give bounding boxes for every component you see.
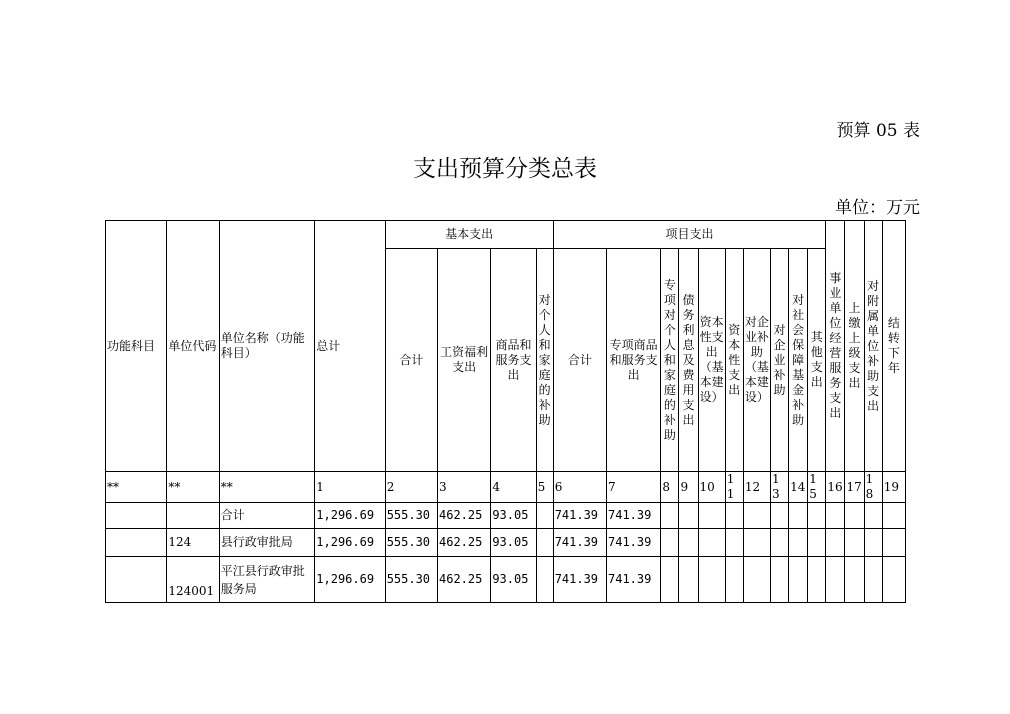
- index-cell: 8: [661, 472, 679, 503]
- index-cell: 9: [679, 472, 698, 503]
- cell-goods: 93.05: [491, 529, 536, 557]
- cell-empty: [698, 529, 725, 557]
- col-carry-over: 结转下年: [882, 221, 905, 472]
- table-row: [106, 557, 906, 603]
- index-cell: 18: [864, 472, 882, 503]
- cell-wage: 462.25: [438, 557, 491, 603]
- cell-empty: [864, 529, 882, 557]
- cell-empty: [808, 557, 826, 603]
- cell-empty: [826, 557, 845, 603]
- cell-empty: [882, 557, 905, 603]
- index-cell: 14: [789, 472, 808, 503]
- cell-name: 合计: [219, 503, 315, 529]
- index-row: [106, 472, 906, 503]
- cell-empty: [743, 503, 770, 529]
- col-group-basic: 基本支出: [385, 221, 553, 249]
- cell-total: 1,296.69: [315, 503, 385, 529]
- cell-empty: [743, 557, 770, 603]
- col-affiliated: 对附属单位补助支出: [864, 221, 882, 472]
- col-remit-up: 上缴上级支出: [845, 221, 864, 472]
- index-cell: **: [106, 472, 167, 503]
- col-basic-personal: 对个人和家庭的补助: [536, 249, 553, 472]
- cell-empty: [661, 529, 679, 557]
- cell-empty: [808, 529, 826, 557]
- cell-func: [106, 529, 167, 557]
- index-cell: **: [219, 472, 315, 503]
- index-cell: 12: [743, 472, 770, 503]
- table-row: [106, 503, 906, 529]
- unit-label: 单位：万元: [835, 198, 920, 218]
- index-cell: 6: [553, 472, 606, 503]
- page-title: 支出预算分类总表: [413, 156, 597, 182]
- cell-empty: [725, 557, 743, 603]
- cell-empty: [725, 503, 743, 529]
- cell-wage: 462.25: [438, 529, 491, 557]
- cell-empty: [743, 529, 770, 557]
- cell-proj-goods: 741.39: [607, 529, 661, 557]
- index-cell: 13: [770, 472, 788, 503]
- index-cell: 7: [607, 472, 661, 503]
- cell-empty: [864, 557, 882, 603]
- cell-code: [167, 503, 219, 529]
- cell-empty: [845, 503, 864, 529]
- cell-proj-goods: 741.39: [607, 557, 661, 603]
- cell-empty: [864, 503, 882, 529]
- cell-proj-goods: 741.39: [607, 503, 661, 529]
- cell-empty: [770, 529, 788, 557]
- cell-empty: [789, 529, 808, 557]
- cell-total: 1,296.69: [315, 529, 385, 557]
- cell-empty: [536, 529, 553, 557]
- col-unit-code: 单位代码: [167, 221, 219, 472]
- index-cell: 19: [882, 472, 905, 503]
- col-biz-ops: 事业单位经营服务支出: [826, 221, 845, 472]
- col-group-project: 项目支出: [553, 221, 826, 249]
- col-basic-wage: 工资福利支出: [438, 249, 491, 472]
- col-proj-enterprise-infra: 对企业补助（基本建设）: [743, 249, 770, 472]
- cell-empty: [698, 503, 725, 529]
- col-proj-capital: 资本性支出: [725, 249, 743, 472]
- index-cell: 2: [385, 472, 437, 503]
- cell-goods: 93.05: [491, 503, 536, 529]
- col-basic-total: 合计: [385, 249, 437, 472]
- cell-empty: [882, 529, 905, 557]
- cell-code: 124001: [167, 557, 219, 603]
- col-proj-goods: 专项商品和服务支出: [607, 249, 661, 472]
- cell-empty: [725, 529, 743, 557]
- cell-empty: [770, 557, 788, 603]
- cell-empty: [770, 503, 788, 529]
- cell-empty: [661, 503, 679, 529]
- col-proj-enterprise: 对企业补助: [770, 249, 788, 472]
- cell-empty: [698, 557, 725, 603]
- col-proj-other: 其他支出: [808, 249, 826, 472]
- cell-proj-total: 741.39: [553, 529, 606, 557]
- cell-empty: [679, 529, 698, 557]
- index-cell: **: [167, 472, 219, 503]
- cell-goods: 93.05: [491, 557, 536, 603]
- cell-empty: [789, 557, 808, 603]
- cell-empty: [882, 503, 905, 529]
- index-cell: 16: [826, 472, 845, 503]
- cell-empty: [679, 503, 698, 529]
- cell-code: 124: [167, 529, 219, 557]
- col-unit-name: 单位名称（功能科目）: [219, 221, 315, 472]
- cell-empty: [845, 529, 864, 557]
- index-cell: 4: [491, 472, 536, 503]
- cell-wage: 462.25: [438, 503, 491, 529]
- col-proj-debt: 债务利息及费用支出: [679, 249, 698, 472]
- cell-basic-total: 555.30: [385, 503, 437, 529]
- index-cell: 5: [536, 472, 553, 503]
- cell-func: [106, 503, 167, 529]
- budget-table: [105, 220, 906, 603]
- index-cell: 15: [808, 472, 826, 503]
- cell-empty: [679, 557, 698, 603]
- col-basic-goods: 商品和服务支出: [491, 249, 536, 472]
- cell-empty: [845, 557, 864, 603]
- cell-empty: [826, 529, 845, 557]
- index-cell: 10: [698, 472, 725, 503]
- col-func-subject: 功能科目: [106, 221, 167, 472]
- cell-total: 1,296.69: [315, 557, 385, 603]
- cell-empty: [536, 557, 553, 603]
- cell-proj-total: 741.39: [553, 557, 606, 603]
- cell-empty: [808, 503, 826, 529]
- col-proj-personal: 专项对个人和家庭的补助: [661, 249, 679, 472]
- cell-name: 县行政审批局: [219, 529, 315, 557]
- cell-empty: [536, 503, 553, 529]
- index-cell: 3: [438, 472, 491, 503]
- col-proj-social: 对社会保障基金补助: [789, 249, 808, 472]
- col-total: 总计: [315, 221, 385, 472]
- index-cell: 17: [845, 472, 864, 503]
- col-proj-total: 合计: [553, 249, 606, 472]
- cell-proj-total: 741.39: [553, 503, 606, 529]
- header-row-group: [106, 221, 906, 249]
- cell-empty: [661, 557, 679, 603]
- index-cell: 1: [315, 472, 385, 503]
- cell-name: 平江县行政审批服务局: [219, 557, 315, 603]
- index-cell: 11: [725, 472, 743, 503]
- table-row: [106, 529, 906, 557]
- cell-empty: [789, 503, 808, 529]
- form-number: 预算 05 表: [836, 121, 920, 141]
- cell-empty: [826, 503, 845, 529]
- cell-basic-total: 555.30: [385, 529, 437, 557]
- cell-basic-total: 555.30: [385, 557, 437, 603]
- col-proj-capital-infra: 资本性支出（基本建设）: [698, 249, 725, 472]
- cell-func: [106, 557, 167, 603]
